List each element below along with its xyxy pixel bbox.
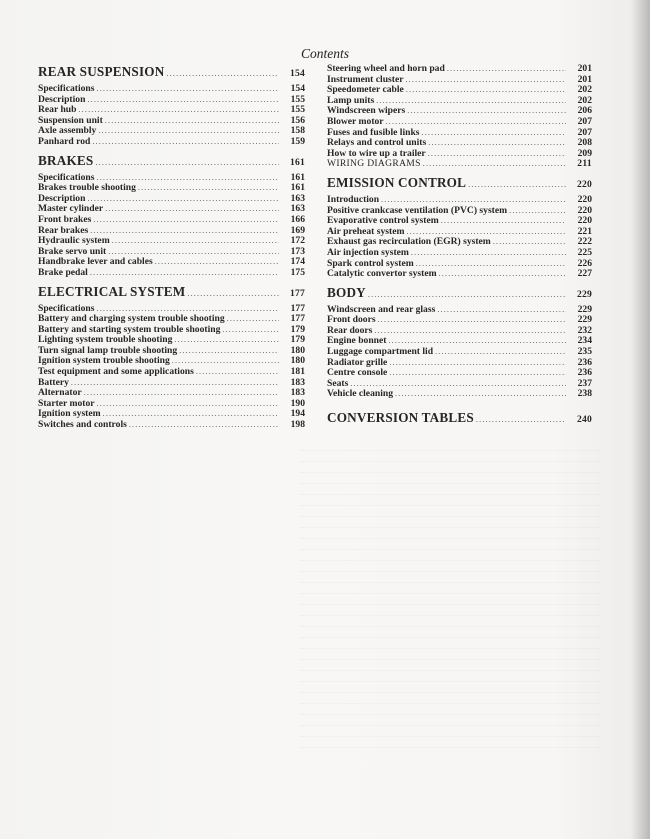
toc-section-electrical-system [38,284,305,431]
toc-entry: Alternator ..... 183 [38,388,305,399]
toc-entry: Hydraulic system ..... 172 [38,236,305,247]
toc-entry: Rear hub ..... 155 [38,105,305,116]
toc-entry: Radiator grille ..... 236 [327,358,592,369]
toc-entry: Exhaust gas recirculation (EGR) system ..... 222 [327,237,592,248]
toc-entry: Vehicle cleaning ..... 238 [327,389,592,400]
toc-heading: EMISSION CONTROL ..... 220 [327,175,592,192]
toc-heading: BRAKES ..... 161 [38,153,305,170]
toc-entry: Handbrake lever and cables ..... 174 [38,257,305,268]
toc-heading-conversion-tables: CONVERSION TABLES ..... 240 [327,410,592,427]
toc-heading: REAR SUSPENSION ..... 154 [38,64,305,81]
toc-entry: Positive crankcase ventilation (PVC) system ..... 220 [327,206,592,217]
toc-entry: Relays and control units ..... 208 [327,138,592,149]
toc-entry: Front doors ..... 229 [327,315,592,326]
toc-entry: Suspension unit ..... 156 [38,116,305,127]
toc-entry: Turn signal lamp trouble shooting ..... 180 [38,346,305,357]
toc-entry: Windscreen and rear glass ..... 229 [327,305,592,316]
toc-section-body [327,285,592,400]
toc-entry: Front brakes ..... 166 [38,215,305,226]
toc-entry: Ignition system ..... 194 [38,409,305,420]
toc-entry: Specifications ..... 154 [38,84,305,95]
toc-entry: Steering wheel and horn pad ..... 201 [327,64,592,75]
toc-left-column [38,64,305,436]
toc-entry: Battery and starting system trouble shooting ..... 179 [38,325,305,336]
toc-entry: Speedometer cable ..... 202 [327,85,592,96]
toc-entry: Description ..... 155 [38,95,305,106]
toc-section-rear-suspension [38,64,305,148]
toc-section-emission-control [327,175,592,280]
toc-entry: Master cylinder ..... 163 [38,204,305,215]
toc-entry: How to wire up a trailer ..... 209 [327,149,592,160]
toc-entry: Engine bonnet ..... 234 [327,336,592,347]
toc-entry: Brakes trouble shooting ..... 161 [38,183,305,194]
toc-entry: Spark control system ..... 226 [327,259,592,270]
toc-right-column [327,64,592,430]
page-title: Contents [300,46,349,61]
reverse-side-bleed-through [300,440,600,800]
toc-entry: Brake servo unit ..... 173 [38,247,305,258]
toc-entry: Catalytic convertor system ..... 227 [327,269,592,280]
toc-entry: Starter motor ..... 190 [38,399,305,410]
toc-entry: Introduction ..... 220 [327,195,592,206]
toc-entry-wiring-diagrams: WIRING DIAGRAMS ..... 211 [327,159,592,170]
toc-entry: Centre console ..... 236 [327,368,592,379]
toc-entry: Lighting system trouble shooting ..... 179 [38,335,305,346]
toc-entry: Specifications ..... 161 [38,173,305,184]
toc-section-brakes [38,153,305,279]
toc-entry: Test equipment and some applications ..... 181 [38,367,305,378]
toc-entry: Axle assembly ..... 158 [38,126,305,137]
toc-entry: Lamp units ..... 202 [327,96,592,107]
toc-entry: Blower motor ..... 207 [327,117,592,128]
toc-entry: Instrument cluster ..... 201 [327,75,592,86]
toc-entry: Battery and charging system trouble shooting ..... 177 [38,314,305,325]
toc-section-electrical-continued [327,64,592,170]
toc-entry: Air preheat system ..... 221 [327,227,592,238]
toc-entry: Rear brakes ..... 169 [38,226,305,237]
toc-entry: Windscreen wipers ..... 206 [327,106,592,117]
toc-entry: Fuses and fusible links ..... 207 [327,128,592,139]
toc-heading: BODY ..... 229 [327,285,592,302]
toc-entry: Ignition system trouble shooting ..... 180 [38,356,305,367]
toc-entry: Brake pedal ..... 175 [38,268,305,279]
toc-entry: Panhard rod ..... 159 [38,137,305,148]
toc-entry: Description ..... 163 [38,194,305,205]
toc-entry: Switches and controls ..... 198 [38,420,305,431]
toc-entry: Specifications ..... 177 [38,304,305,315]
toc-heading: ELECTRICAL SYSTEM ..... 177 [38,284,305,301]
toc-entry: Seats ..... 237 [327,379,592,390]
toc-entry: Evaporative control system ..... 220 [327,216,592,227]
toc-entry: Rear doors ..... 232 [327,326,592,337]
toc-entry: Luggage compartment lid ..... 235 [327,347,592,358]
toc-entry: Battery ..... 183 [38,378,305,389]
toc-entry: Air injection system ..... 225 [327,248,592,259]
